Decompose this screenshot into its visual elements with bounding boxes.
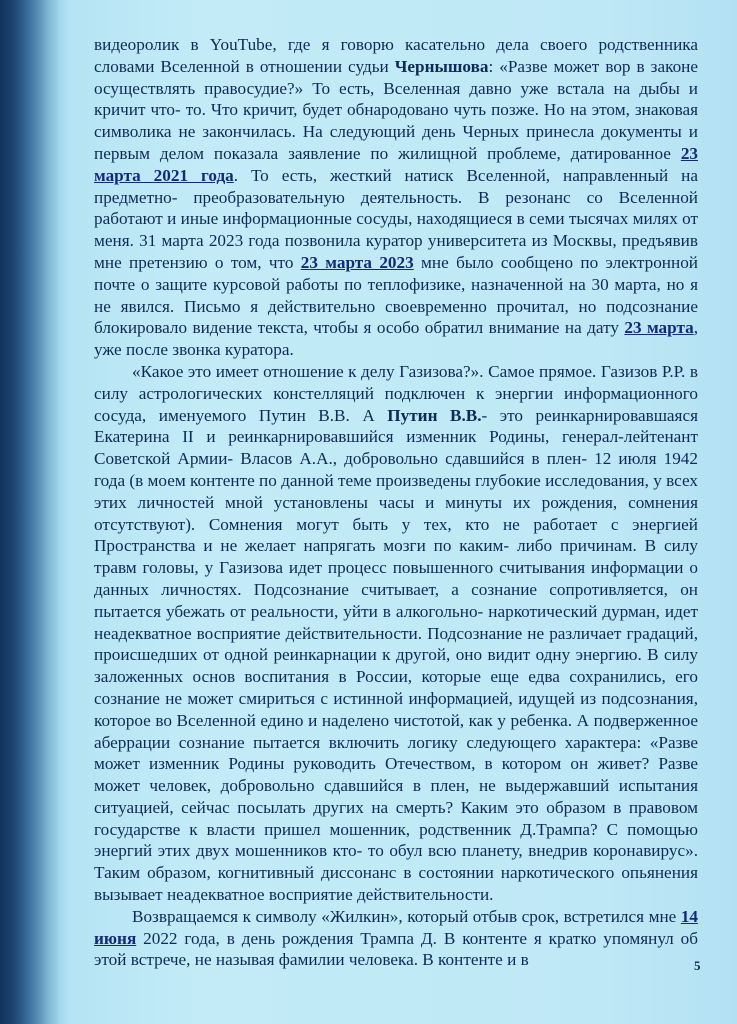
paragraph-3 (94, 906, 698, 971)
putin-name: Путин В.В. (387, 405, 482, 425)
page-number: 5 (694, 958, 701, 973)
p1-text-4: мне было сообщено по электронной почте о защите курсовой работы по теплофизике, назначенной на 30 марта, но я не явился. Письмо я действительно своевременно прочитал, но подсознание блокировало видение текста, чтобы я особо обратил внимание на дату (94, 252, 698, 338)
p1-text-2: : «Разве может вор в законе осуществлять правосудие?» То есть, Вселенная давно уже встала на дыбы и кричит что- то. Что кричит, будет обнародовано чуть позже. Но на этом, знаковая символика не закончилась. На следующий день Черных принесла документы и первым делом показала заявление по жилищной проблеме, датированное (94, 56, 698, 163)
p2-text-1: «Какое это имеет отношение к делу Газизова?». Самое прямое. Газизов Р.Р. в силу астрологических констелляций подключен к энергии информационного сосуда, именуемого Путин В.В. А (94, 361, 698, 425)
p1-text-5: , уже после звонка куратора. (94, 318, 699, 360)
paragraph-1 (94, 34, 698, 361)
judge-name: Чернышова (394, 56, 489, 76)
p3-text-2: 2022 года, в день рождения Трампа Д. В контенте я кратко упомянул об этой встрече, не называя фамилии человека. В контенте и в (94, 928, 698, 970)
paragraph-2 (94, 361, 698, 906)
date-highlight-1: 23 марта 2021 года (94, 143, 698, 185)
document-body (94, 34, 698, 971)
p2-text-2: - это реинкарнировавшаяся Екатерина II и реинкарнировавшийся изменник Родины, генерал-лейтенант Советской Армии- Власов А.А., добровольно сдавшийся в плен- 12 июля 1942 года (в моем контенте по данной теме произведены глубокие исследования, у всех этих личностей мной установлены часы и минуты их рождения, сомнения отсутствуют). Сомнения могут быть у тех, кто не работает с энергией Пространства и не желает напрягать мозги по каким- либо причинам. В силу травм головы, у Газизова идет процесс повышенного считывания информации о данных личностях. Подсознание считывает, а сознание сопротивляется, он пытается убежать от реальности, уйти в алкогольно- наркотический дурман, идет неадекватное восприятие действительности. Подсознание не различает градаций, происшедших от одной реинкарнации к другой, оно видит одну энергию. В силу заложенных основ воспитания в России, которые еще едва сохранились, его сознание не может смириться с истинной информацией, идущей из подсознания, которое во Вселенной едино и наделено чистотой, как у ребенка. А подверженное аберрации сознание пытается включить логику следующего характера: «Разве может изменник Родины руководить Отечеством, в котором он живет? Разве может человек, добровольно сдавшийся в плен, не выдержавший испытания ситуацией, сейчас посылать других на смерть? Каким это образом в правовом государстве к власти пришел мошенник, родственник Д.Трампа? С помощью энергий этих двух мошенников кто- то обул всю планету, внедрив коронавирус». Таким образом, когнитивный диссонанс в состоянии наркотического опьянения вызывает неадекватное восприятие действительности. (94, 405, 699, 905)
p1-text-3: . То есть, жесткий натиск Вселенной, направленный на предметно- преобразовательную деятельность. В резонанс со Вселенной работают и иные информационные сосуды, находящиеся в семи тысячах милях от меня. 31 марта 2023 года позвонила куратор университета из Москвы, предъявив мне претензию о том, что (94, 165, 698, 272)
p1-text-1: видеоролик в YouTube, где я говорю касательно дела своего родственника словами Вселенной в отношении судьи (94, 35, 698, 76)
p3-text-1: Возвращаемся к символу «Жилкин», который отбыв срок, встретился мне (132, 906, 681, 926)
date-highlight-2: 23 марта 2023 (300, 252, 414, 272)
binding-shadow (0, 0, 60, 1024)
date-highlight-3: 23 марта (624, 318, 694, 338)
date-highlight-4: 14 июня (94, 906, 698, 948)
